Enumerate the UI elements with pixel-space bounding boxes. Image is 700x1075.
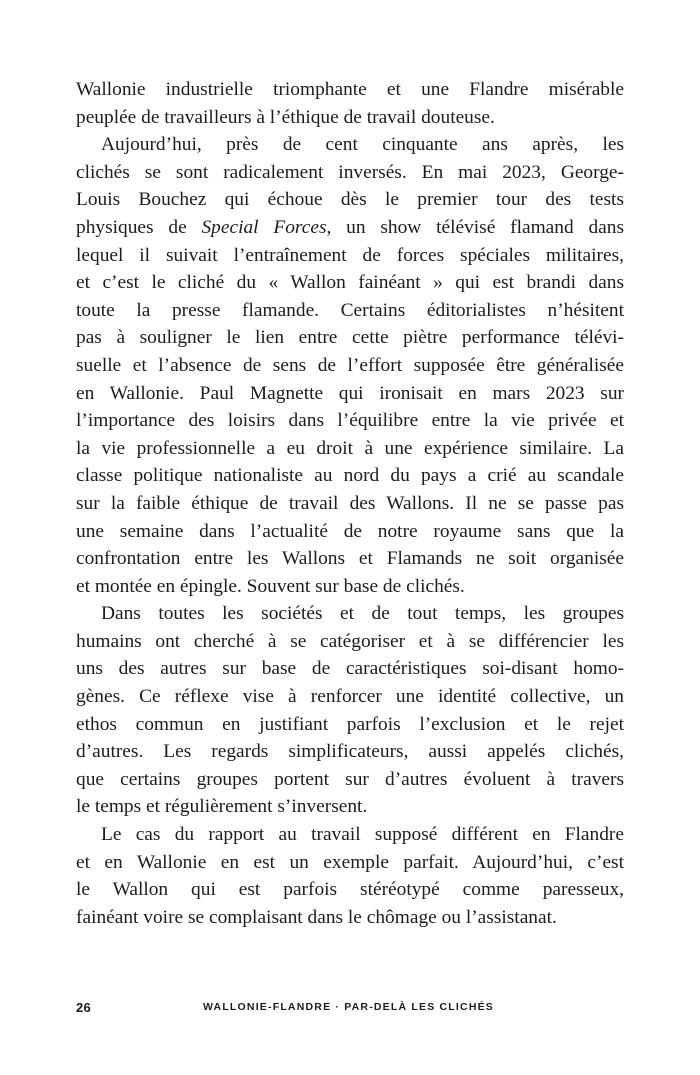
text-line: Wallonie industrielle triomphante et une Flandre misérable xyxy=(76,79,624,100)
text-line: l’importance des loisirs dans l’équilibre entre la vie privée et xyxy=(76,410,624,432)
text-line: physiques de Special Forces, un show télévisé flamand dans xyxy=(76,216,625,238)
text-line: humains ont cherché à se catégoriser et à se différencier les xyxy=(76,630,624,652)
text-line: une semaine dans l’actualité de notre royaume sans que la xyxy=(76,520,624,542)
text-line: que certains groupes portent sur d’autres évoluent à travers xyxy=(76,768,624,790)
paragraph xyxy=(76,600,624,821)
paragraph xyxy=(76,76,624,131)
text-line: d’autres. Les regards simplificateurs, aussi appelés clichés, xyxy=(76,741,624,763)
text-line: Aujourd’hui, près de cent cinquante ans après, les xyxy=(101,134,624,156)
paragraph xyxy=(76,131,624,600)
text-line: lequel il suivait l’entraînement de forces spéciales militaires, xyxy=(76,244,624,266)
text-line: et montée en épingle. Souvent sur base de clichés. xyxy=(76,575,465,597)
text-line: suelle et l’absence de sens de l’effort supposée être généralisée xyxy=(76,354,624,376)
text-line: le Wallon qui est parfois stéréotypé comme paresseux, xyxy=(76,879,624,901)
text-line: ethos commun en justifiant parfois l’exclusion et le rejet xyxy=(76,713,624,735)
text-line: pas à souligner le lien entre cette piètre performance télévi- xyxy=(76,327,624,349)
text-line: la vie professionnelle a eu droit à une expérience similaire. La xyxy=(76,437,624,459)
body-text xyxy=(76,76,624,931)
text-line: Louis Bouchez qui échoue dès le premier tour des tests xyxy=(76,189,624,211)
text-line: clichés se sont radicalement inversés. En mai 2023, George- xyxy=(76,161,624,183)
text-line: le temps et régulièrement s’inversent. xyxy=(76,796,368,818)
italic-title: Special Forces xyxy=(201,216,327,238)
text-line: Dans toutes les sociétés et de tout temps, les groupes xyxy=(101,603,624,625)
text-line: en Wallonie. Paul Magnette qui ironisait en mars 2023 sur xyxy=(76,382,624,404)
text-line: gènes. Ce réflexe vise à renforcer une identité collective, un xyxy=(76,686,624,708)
text-line: et en Wallonie en est un exemple parfait. Aujourd’hui, c’est xyxy=(76,851,624,873)
text-line: toute la presse flamande. Certains éditorialistes n’hésitent xyxy=(76,299,624,321)
text-line: classe politique nationaliste au nord du pays a crié au scandale xyxy=(76,465,624,487)
text-line: Le cas du rapport au travail supposé différent en Flandre xyxy=(101,824,624,846)
text-line: et c’est le cliché du « Wallon fainéant » qui est brandi dans xyxy=(76,272,624,294)
page-number: 26 xyxy=(76,1000,92,1015)
text-line: fainéant voire se complaisant dans le chômage ou l’assistanat. xyxy=(76,906,557,928)
running-title: WALLONIE-FLANDRE · PAR-DELÀ LES CLICHÉS xyxy=(203,1001,495,1013)
text-line: sur la faible éthique de travail des Wallons. Il ne se passe pas xyxy=(76,492,624,514)
page-footer xyxy=(76,1000,624,1022)
text-line: uns des autres sur base de caractéristiques soi-disant homo- xyxy=(76,658,624,680)
paragraph xyxy=(76,821,624,931)
text-line: peuplée de travailleurs à l’éthique de travail douteuse. xyxy=(76,106,495,128)
text-line: confrontation entre les Wallons et Flamands ne soit organisée xyxy=(76,548,624,570)
